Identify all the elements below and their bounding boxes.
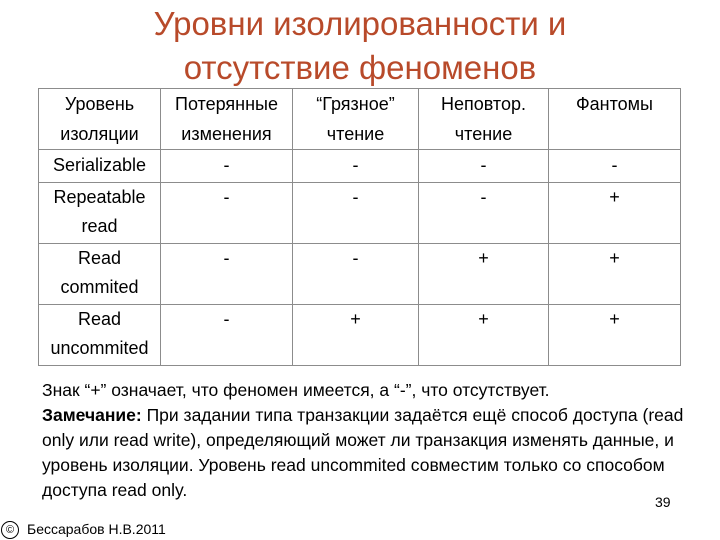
table-row	[39, 244, 681, 305]
cell-dirty: +	[293, 305, 419, 366]
header-level-line: Уровень	[64, 94, 135, 114]
cell-dirty: -	[293, 244, 419, 305]
row-level	[39, 305, 161, 366]
remark-text: При задании типа транзакции задаётся ещё способ доступа (read only или read write), определяющий может ли транзакция изменять данные, и уровень изоляции. Уровень read uncommited совместим только со способом доступа read only.	[42, 405, 684, 500]
slide-title-line-1: Уровни изолированности и	[153, 5, 567, 42]
slide-title-line-2: отсутствие феноменов	[183, 49, 537, 86]
table-header-row	[39, 89, 681, 150]
header-dirty-line: “Грязное”	[316, 94, 395, 114]
isolation-table	[38, 88, 681, 366]
header-nonrepeat-line: чтение	[454, 124, 513, 144]
row-level-line: Repeatable	[53, 187, 146, 207]
cell-phantoms: +	[549, 183, 681, 244]
header-level	[39, 89, 161, 150]
legend-text: Знак “+” означает, что феномен имеется, а “-”, что отсутствует.	[42, 380, 550, 400]
page-number: 39	[655, 494, 671, 510]
header-dirty-line: чтение	[326, 124, 385, 144]
copyright-icon: ©	[1, 521, 19, 539]
header-nonrepeat-line: Неповтор.	[441, 94, 526, 114]
table-row	[39, 183, 681, 244]
header-lost-updates	[161, 89, 293, 150]
cell-lost: -	[161, 150, 293, 183]
remark-paragraph	[42, 403, 702, 503]
cell-lost: -	[161, 183, 293, 244]
footer-author: Бессарабов Н.В.2011	[27, 521, 166, 537]
header-nonrepeatable-read	[419, 89, 549, 150]
cell-phantoms: +	[549, 305, 681, 366]
row-level-line: read	[81, 216, 118, 236]
cell-nonrepeat: -	[419, 183, 549, 244]
row-level-line: Serializable	[52, 155, 147, 175]
table-row	[39, 305, 681, 366]
remark-label: Замечание:	[42, 405, 142, 425]
row-level-line: uncommited	[50, 338, 149, 358]
cell-dirty: -	[293, 183, 419, 244]
row-level-line: Read	[77, 248, 122, 268]
footer	[0, 521, 166, 540]
row-level-line: commited	[60, 277, 139, 297]
row-level	[39, 244, 161, 305]
header-level-line: изоляции	[60, 124, 139, 144]
row-level-line: Read	[77, 309, 122, 329]
cell-nonrepeat: +	[419, 244, 549, 305]
header-phantoms	[549, 89, 681, 150]
header-lost-line: Потерянные	[175, 94, 278, 114]
cell-lost: -	[161, 244, 293, 305]
header-phantoms-line: Фантомы	[575, 94, 653, 114]
table-row	[39, 150, 681, 183]
header-dirty-read	[293, 89, 419, 150]
row-level	[39, 183, 161, 244]
cell-lost: -	[161, 305, 293, 366]
row-level	[39, 150, 161, 183]
cell-nonrepeat: +	[419, 305, 549, 366]
cell-dirty: -	[293, 150, 419, 183]
cell-nonrepeat: -	[419, 150, 549, 183]
notes-block	[42, 378, 702, 503]
cell-phantoms: -	[549, 150, 681, 183]
cell-phantoms: +	[549, 244, 681, 305]
slide-title	[0, 2, 720, 90]
header-lost-line: изменения	[181, 124, 272, 144]
